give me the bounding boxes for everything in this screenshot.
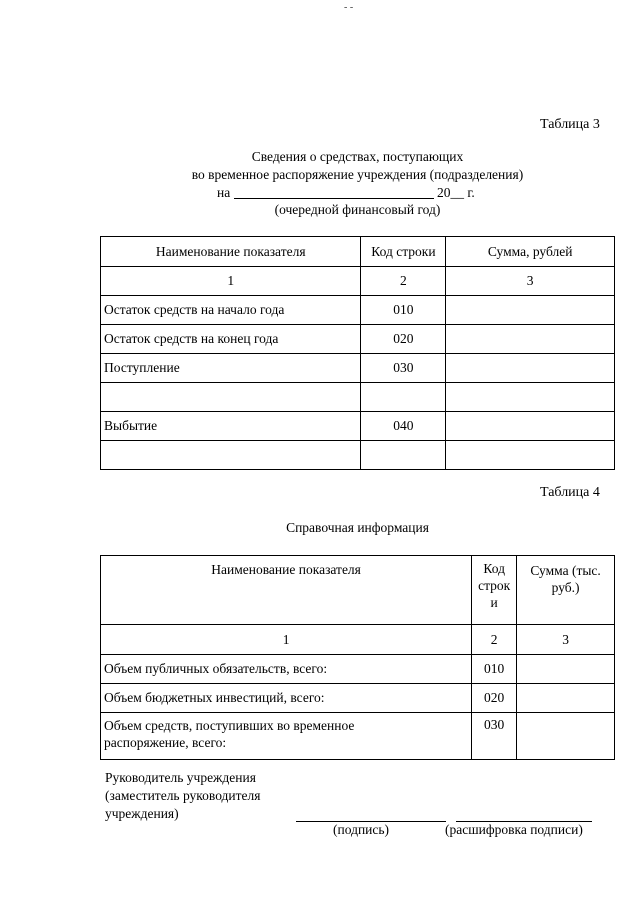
table4-row-name xyxy=(101,713,472,760)
table3-row-sum xyxy=(446,441,615,470)
table-row xyxy=(101,296,615,325)
table3-title-prefix: на xyxy=(217,185,231,200)
table3-row-name xyxy=(101,383,361,412)
table-row xyxy=(101,412,615,441)
table-row xyxy=(101,713,615,760)
table3-colnum-3: 3 xyxy=(446,267,615,296)
table4-row-name: Объем бюджетных инвестиций, всего: xyxy=(101,684,472,713)
table4-row-code: 030 xyxy=(472,713,517,760)
table3-label: Таблица 3 xyxy=(540,117,600,132)
table4-header-code-line2: строк xyxy=(478,578,511,593)
table3-colnum-2: 2 xyxy=(361,267,446,296)
table4-row-sum xyxy=(517,684,615,713)
table4-header-sum-line2: руб.) xyxy=(551,580,580,595)
table3-header-name: Наименование показателя xyxy=(101,237,361,267)
page-top-mark: - - xyxy=(344,2,354,13)
table4-title: Справочная информация xyxy=(286,520,429,535)
table4-row-sum xyxy=(517,713,615,760)
signature-title-line2: (заместитель руководителя xyxy=(105,788,261,803)
table3-row-sum xyxy=(446,383,615,412)
signature-title-line3: учреждения) xyxy=(105,806,179,821)
table3-row-code: 010 xyxy=(361,296,446,325)
table3-title-year: 20__ г. xyxy=(437,185,475,200)
table3-row-code xyxy=(361,383,446,412)
table3 xyxy=(100,236,615,470)
table3-row-name: Остаток средств на начало года xyxy=(101,296,361,325)
table3-colnum-1: 1 xyxy=(101,267,361,296)
table3-row-name xyxy=(101,441,361,470)
table4-row-name: Объем публичных обязательств, всего: xyxy=(101,655,472,684)
table4-header-code xyxy=(472,556,517,625)
table3-row-sum xyxy=(446,325,615,354)
table3-row-code: 020 xyxy=(361,325,446,354)
table3-period-blank xyxy=(234,198,434,199)
table4-colnum-1: 1 xyxy=(101,625,472,655)
table-row xyxy=(101,684,615,713)
table3-row-name: Остаток средств на конец года xyxy=(101,325,361,354)
table3-row-code: 040 xyxy=(361,412,446,441)
table3-row-sum xyxy=(446,412,615,441)
table-row xyxy=(101,354,615,383)
table3-row-code xyxy=(361,441,446,470)
table4-colnum-row xyxy=(101,625,615,655)
table4-header-code-line1: Код xyxy=(483,561,505,576)
table3-row-name: Поступление xyxy=(101,354,361,383)
table4-header-name: Наименование показателя xyxy=(101,556,472,625)
table3-title-line4: (очередной финансовый год) xyxy=(274,202,441,217)
table3-row-sum xyxy=(446,354,615,383)
table3-header-row xyxy=(101,237,615,267)
table-row xyxy=(101,655,615,684)
table3-title-line2: во временное распоряжение учреждения (подразделения) xyxy=(191,167,524,182)
table-row xyxy=(101,383,615,412)
table4-colnum-3: 3 xyxy=(517,625,615,655)
table-row xyxy=(101,441,615,470)
table-row xyxy=(101,325,615,354)
table4-row-sum xyxy=(517,655,615,684)
table3-header-sum: Сумма, рублей xyxy=(446,237,615,267)
table3-row-code: 030 xyxy=(361,354,446,383)
table3-row-name: Выбытие xyxy=(101,412,361,441)
signature-caption: (подпись) xyxy=(333,822,390,837)
table4-row-name-line2: распоряжение, всего: xyxy=(104,735,227,750)
table3-title-line1: Сведения о средствах, поступающих xyxy=(251,149,464,164)
table4-row-code: 020 xyxy=(472,684,517,713)
table3-header-code: Код строки xyxy=(361,237,446,267)
table4-label: Таблица 4 xyxy=(540,485,600,500)
table4 xyxy=(100,555,615,760)
table4-row-code: 010 xyxy=(472,655,517,684)
signature-title-line1: Руководитель учреждения xyxy=(105,770,256,785)
table3-row-sum xyxy=(446,296,615,325)
table4-header-row xyxy=(101,556,615,625)
table4-header-code-line3: и xyxy=(490,595,498,610)
signature-decode-caption: (расшифровка подписи) xyxy=(445,822,583,837)
table4-header-sum xyxy=(517,556,615,625)
table4-colnum-2: 2 xyxy=(472,625,517,655)
table4-header-sum-line1: Сумма (тыс. xyxy=(530,563,601,578)
table3-colnum-row xyxy=(101,267,615,296)
table4-row-name-line1: Объем средств, поступивших во временное xyxy=(104,718,355,733)
